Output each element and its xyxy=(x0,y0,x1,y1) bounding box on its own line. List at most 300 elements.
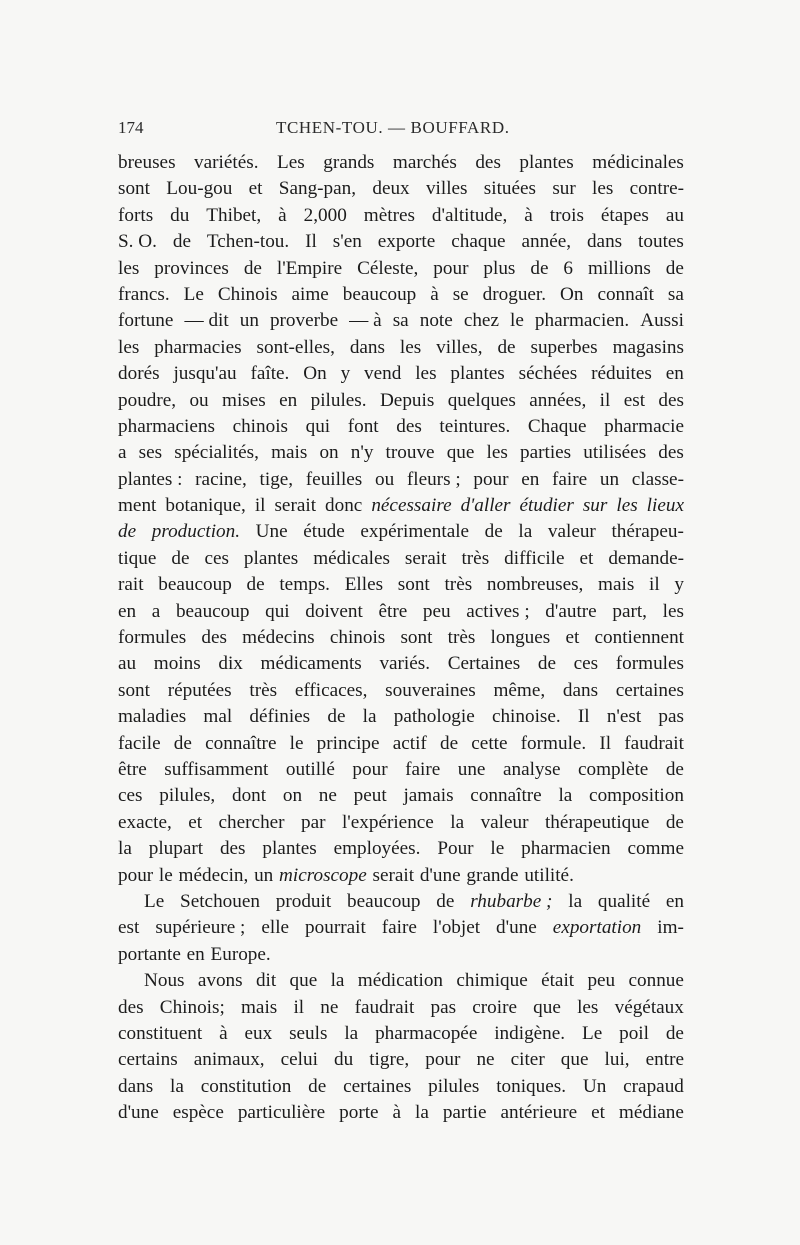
text-line xyxy=(118,519,684,545)
word: im- xyxy=(657,917,684,939)
word: sa xyxy=(667,283,684,305)
word: complète xyxy=(578,758,649,780)
word: avons xyxy=(197,970,243,992)
word: très xyxy=(444,574,473,596)
word: des xyxy=(658,389,684,411)
word: à xyxy=(219,1022,228,1044)
word: Elles xyxy=(344,574,384,596)
word: S. O. xyxy=(118,231,157,253)
word: d'aller xyxy=(460,495,511,517)
word: l'objet xyxy=(432,917,481,939)
word: peut xyxy=(353,785,387,807)
word: certaines xyxy=(343,1075,412,1097)
word: les xyxy=(118,336,140,358)
word: crapaud xyxy=(623,1075,684,1097)
word: situées xyxy=(483,178,537,200)
word: de xyxy=(171,547,190,569)
word: Aussi xyxy=(640,310,684,332)
word: par xyxy=(301,811,326,833)
word: 2,000 xyxy=(303,204,347,226)
word: porte xyxy=(339,1102,379,1124)
word: antérieure xyxy=(500,1102,578,1124)
word: maladies xyxy=(118,706,187,728)
word: poil xyxy=(619,1022,649,1044)
word: parties xyxy=(520,442,572,464)
word: ou xyxy=(374,468,395,490)
word: est xyxy=(623,389,646,411)
word: Il xyxy=(599,732,612,754)
text-line xyxy=(118,968,684,994)
word: de xyxy=(530,257,549,279)
word: sur xyxy=(582,495,608,517)
text-line xyxy=(118,467,684,493)
word: d'autre xyxy=(545,600,597,622)
text-line xyxy=(118,493,684,519)
word: partie xyxy=(442,1102,487,1124)
word: faudrait xyxy=(354,996,415,1018)
word: valeur xyxy=(547,521,596,543)
word: en xyxy=(279,389,298,411)
text-line xyxy=(118,995,684,1021)
word: de xyxy=(497,336,516,358)
word: d'une xyxy=(496,917,537,939)
text-line xyxy=(118,440,684,466)
word: très xyxy=(461,547,490,569)
word: à xyxy=(430,283,439,305)
word: le xyxy=(158,864,173,886)
word: mais xyxy=(271,442,308,464)
text-line xyxy=(118,203,684,229)
word: de xyxy=(173,732,192,754)
word: la xyxy=(558,785,573,807)
word: On xyxy=(303,363,327,385)
text-line xyxy=(118,308,684,334)
word: utilité. xyxy=(524,864,574,886)
word: grands xyxy=(323,152,375,173)
word: les xyxy=(662,600,684,622)
word: Certaines xyxy=(447,653,521,675)
word: médecins xyxy=(242,627,315,649)
word: chinois xyxy=(232,415,288,437)
word: pharmacien xyxy=(521,838,611,860)
word: teintures. xyxy=(439,415,511,437)
text-line xyxy=(118,229,684,255)
word: dit xyxy=(255,970,277,992)
word: sont xyxy=(118,178,150,200)
word: pilules xyxy=(428,1075,480,1097)
word: breuses xyxy=(118,152,176,173)
text-line xyxy=(118,1047,684,1073)
body-text xyxy=(118,150,684,1126)
word: serait xyxy=(372,864,415,886)
text-line xyxy=(118,889,684,915)
word: des xyxy=(201,627,227,649)
word: fleurs ; xyxy=(406,468,461,490)
word: connaître xyxy=(205,732,277,754)
word: plus xyxy=(483,257,516,279)
word: les xyxy=(118,257,140,279)
word: en xyxy=(665,363,684,385)
word: ces xyxy=(118,785,143,807)
word: d'altitude, xyxy=(431,204,508,226)
word: la xyxy=(518,521,533,543)
word: qualité xyxy=(597,890,651,912)
word: longues xyxy=(490,627,551,649)
word: l'expérience xyxy=(341,811,434,833)
word: trois xyxy=(549,204,584,226)
word: sur xyxy=(552,178,576,200)
word: plantes : xyxy=(118,468,183,490)
word: les xyxy=(592,178,614,200)
word: en xyxy=(521,468,540,490)
word: 6 xyxy=(563,257,573,279)
word: se xyxy=(452,283,469,305)
word: médicales xyxy=(313,547,390,569)
word: était xyxy=(541,970,575,992)
word: dorés xyxy=(118,363,160,385)
word: de xyxy=(246,574,265,596)
word: et xyxy=(565,627,580,649)
word: plantes xyxy=(519,152,574,173)
text-line xyxy=(118,282,684,308)
word: de xyxy=(327,706,346,728)
word: beaucoup xyxy=(158,574,232,596)
word: des xyxy=(396,415,422,437)
word: Céleste, xyxy=(357,257,419,279)
page-number: 174 xyxy=(118,118,144,137)
word: analyse xyxy=(502,758,561,780)
word: deux xyxy=(372,178,410,200)
word: rait xyxy=(118,574,144,596)
word: serait xyxy=(274,495,317,517)
word: citer xyxy=(510,1049,545,1071)
word: de xyxy=(308,1075,327,1097)
word: au xyxy=(118,653,137,675)
word: connaît xyxy=(597,283,654,305)
word: cette xyxy=(471,732,508,754)
word: de xyxy=(665,811,684,833)
word: dans xyxy=(562,679,599,701)
word: chaque xyxy=(451,231,506,253)
word: pour xyxy=(118,864,154,886)
word: Setchouen xyxy=(180,890,260,912)
word: réputées xyxy=(167,679,232,701)
word: mètres xyxy=(363,204,415,226)
word: il xyxy=(293,996,305,1018)
word: chinoise. xyxy=(491,706,561,728)
text-line xyxy=(118,915,684,941)
word: Les xyxy=(277,152,305,173)
word: a xyxy=(118,442,127,464)
word: ses xyxy=(138,442,163,464)
word: les xyxy=(486,442,508,464)
text-line xyxy=(118,783,684,809)
word: le xyxy=(289,732,304,754)
word: grande xyxy=(466,864,519,886)
text-line xyxy=(118,757,684,783)
word: temps. xyxy=(279,574,330,596)
word: fortune xyxy=(118,310,174,332)
word: peu xyxy=(587,970,616,992)
word: constituent xyxy=(118,1022,203,1044)
word: pharmacie xyxy=(604,415,684,437)
word: — dit xyxy=(184,310,229,332)
word: la xyxy=(450,811,465,833)
word: peu xyxy=(422,600,451,622)
word: est xyxy=(118,917,140,939)
word: On xyxy=(560,283,584,305)
word: la xyxy=(415,1102,429,1124)
word: sont xyxy=(397,574,430,596)
text-line xyxy=(118,546,684,572)
word: particulière xyxy=(237,1102,326,1124)
word: chinois xyxy=(329,627,386,649)
word: formules xyxy=(118,627,187,649)
word: n'est xyxy=(606,706,642,728)
word: espèce xyxy=(172,1102,224,1124)
word: seuls xyxy=(289,1022,328,1044)
word: des xyxy=(118,996,144,1018)
word: connaître xyxy=(470,785,542,807)
word: de xyxy=(665,1022,684,1044)
word: classe- xyxy=(631,468,684,490)
word: Nous xyxy=(144,970,185,992)
word: droguer. xyxy=(482,283,547,305)
word: villes xyxy=(425,178,468,200)
word: dans xyxy=(349,336,385,358)
word: Pour xyxy=(437,838,474,860)
word: plantes xyxy=(450,363,505,385)
word: Un xyxy=(582,1075,607,1097)
word: variés. xyxy=(379,653,431,675)
word: faire xyxy=(405,758,441,780)
text-line xyxy=(118,150,684,176)
word: composition xyxy=(589,785,684,807)
word: font xyxy=(347,415,379,437)
word: beaucoup xyxy=(342,283,417,305)
word: jusqu'au xyxy=(173,363,237,385)
word: on xyxy=(282,785,303,807)
word: plantes xyxy=(243,547,299,569)
word: formules xyxy=(615,653,684,675)
word: Sang-pan, xyxy=(278,178,357,200)
word: et xyxy=(591,1102,605,1124)
word: animaux, xyxy=(193,1049,265,1071)
word: réduites xyxy=(591,363,652,385)
word: qui xyxy=(305,415,331,437)
word: Thibet, xyxy=(206,204,262,226)
word: Une xyxy=(255,521,288,543)
word: toutes xyxy=(638,231,684,253)
word: la xyxy=(362,706,377,728)
text-line xyxy=(118,361,684,387)
word: spécialités, xyxy=(174,442,259,464)
word: l'Empire xyxy=(276,257,343,279)
word: actif xyxy=(392,732,427,754)
word: doivent xyxy=(305,600,363,622)
word: certaines xyxy=(615,679,684,701)
word: médication xyxy=(357,970,444,992)
word: exportation xyxy=(552,917,642,939)
word: souveraines xyxy=(385,679,476,701)
word: celui xyxy=(280,1049,318,1071)
word: thérapeu- xyxy=(611,521,684,543)
word: feuilles xyxy=(305,468,363,490)
word: ne xyxy=(320,996,339,1018)
word: dix xyxy=(218,653,243,675)
word: en xyxy=(118,600,137,622)
word: de xyxy=(439,732,459,754)
word: Le xyxy=(144,890,165,912)
word: ces xyxy=(573,653,599,675)
text-line xyxy=(118,388,684,414)
word: Lou-gou xyxy=(166,178,233,200)
word: ne xyxy=(476,1049,495,1071)
word: Chaque xyxy=(527,415,587,437)
word: que xyxy=(289,970,318,992)
word: de xyxy=(665,758,684,780)
word: médecin, xyxy=(178,864,249,886)
word: pilules. xyxy=(310,389,367,411)
word: Tchen-tou. xyxy=(206,231,290,253)
word: à xyxy=(524,204,533,226)
word: pathologie xyxy=(393,706,475,728)
word: le xyxy=(510,310,524,332)
text-line xyxy=(118,599,684,625)
word: de xyxy=(665,257,684,279)
word: médicinales xyxy=(592,152,684,173)
word: lui, xyxy=(604,1049,630,1071)
word: et xyxy=(248,178,263,200)
word: les xyxy=(577,996,599,1018)
word: même, xyxy=(493,679,546,701)
word: pharmaciens xyxy=(118,415,215,437)
word: ces xyxy=(204,547,229,569)
word: beaucoup xyxy=(175,600,250,622)
word: les xyxy=(616,495,638,517)
word: pour xyxy=(433,257,469,279)
word: à xyxy=(278,204,287,226)
word: d'une xyxy=(118,1102,159,1124)
text-line xyxy=(118,942,684,968)
word: faire xyxy=(552,468,588,490)
word: production. xyxy=(151,521,241,543)
word: croire xyxy=(472,996,517,1018)
word: elle xyxy=(261,917,290,939)
word: Il xyxy=(577,706,590,728)
word: la xyxy=(344,1022,359,1044)
word: année, xyxy=(521,231,572,253)
word: actives ; xyxy=(466,600,530,622)
word: difficile xyxy=(504,547,565,569)
word: pharmacien. xyxy=(534,310,630,332)
word: ou xyxy=(189,389,209,411)
word: que xyxy=(560,1049,589,1071)
word: étude xyxy=(303,521,345,543)
word: efficaces, xyxy=(294,679,368,701)
word: trouve xyxy=(385,442,435,464)
word: Il xyxy=(305,231,317,253)
word: pharmacopée xyxy=(375,1022,478,1044)
word: poudre, xyxy=(118,389,177,411)
word: Depuis xyxy=(379,389,435,411)
word: il xyxy=(254,495,266,517)
word: de xyxy=(172,231,191,253)
word: pas xyxy=(430,996,457,1018)
word: tique xyxy=(118,547,157,569)
word: que xyxy=(533,996,561,1018)
word: produit xyxy=(275,890,332,912)
word: pourrait xyxy=(305,917,366,939)
word: du xyxy=(333,1049,354,1071)
text-line xyxy=(118,651,684,677)
word: nombreuses, xyxy=(486,574,584,596)
word: pilules, xyxy=(159,785,216,807)
word: lieux xyxy=(646,495,684,517)
word: constitution xyxy=(200,1075,292,1097)
word: note xyxy=(419,310,453,332)
word: expérimentale xyxy=(360,521,470,543)
word: plantes xyxy=(262,838,317,860)
word: provinces xyxy=(154,257,229,279)
word: marchés xyxy=(392,152,457,173)
word: les xyxy=(415,363,437,385)
word: entre xyxy=(645,1049,684,1071)
word: sont xyxy=(118,679,150,701)
word: villes, xyxy=(436,336,483,358)
word: millions xyxy=(587,257,651,279)
word: thérapeutique xyxy=(544,811,650,833)
word: utilisées xyxy=(583,442,647,464)
word: y xyxy=(674,574,684,596)
word: faudrait xyxy=(624,732,684,754)
word: sont-elles, xyxy=(256,336,335,358)
word: pharmacies xyxy=(154,336,242,358)
word: contre- xyxy=(629,178,684,200)
word: une xyxy=(457,758,486,780)
word: mal xyxy=(203,706,233,728)
word: tige, xyxy=(259,468,294,490)
text-line xyxy=(118,1021,684,1047)
word: forts xyxy=(118,204,154,226)
word: très xyxy=(447,627,476,649)
word: un xyxy=(239,310,259,332)
word: dans xyxy=(118,1075,154,1097)
word: la xyxy=(568,890,583,912)
word: et xyxy=(188,811,203,833)
word: toniques. xyxy=(496,1075,567,1097)
word: formule. xyxy=(520,732,587,754)
word: part, xyxy=(612,600,647,622)
word: racine, xyxy=(195,468,247,490)
word: outillé xyxy=(285,758,335,780)
word: les xyxy=(399,336,422,358)
word: étapes xyxy=(600,204,649,226)
word: s'en xyxy=(332,231,362,253)
word: la xyxy=(330,970,345,992)
text-line xyxy=(118,572,684,598)
word: mises xyxy=(222,389,266,411)
text-line xyxy=(118,704,684,730)
word: rhubarbe ; xyxy=(470,890,553,912)
word: demande- xyxy=(608,547,684,569)
word: chimique xyxy=(456,970,528,992)
text-line xyxy=(118,1074,684,1100)
word: la xyxy=(170,1075,184,1097)
word: employées. xyxy=(333,838,421,860)
word: étudier xyxy=(519,495,574,517)
word: définies xyxy=(249,706,311,728)
